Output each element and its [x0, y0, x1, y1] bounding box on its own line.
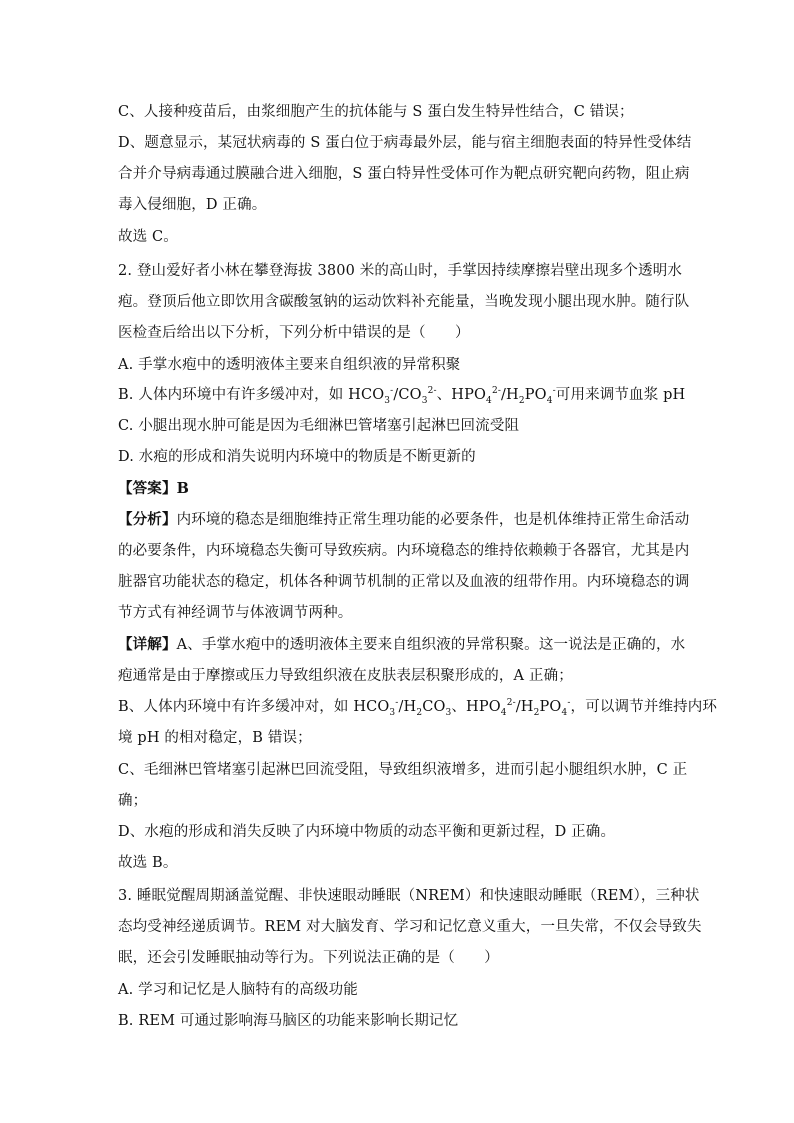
text-line: 合并介导病毒通过膜融合进入细胞，S 蛋白特异性受体可作为靶点研究靶向药物，阻止病 — [118, 166, 690, 182]
text-line: 毒入侵细胞，D 正确。 — [118, 197, 267, 213]
text-line: B. 人体内环境中有许多缓冲对，如 $HCO_3^-/CO_3^{2-}$、$HPO_4^{2-}/H_2PO_4^-$可用来调节血浆 pH — [118, 386, 686, 406]
text-line: 态均受神经递质调节。REM 对大脑发育、学习和记忆意义重大，一旦失常，不仅会导致失 — [118, 919, 702, 935]
text-line: A. 手掌水疱中的透明液体主要来自组织液的异常积聚 — [118, 357, 461, 373]
text-line: 故选 B。 — [118, 855, 178, 871]
text-line: 【详解】A、手掌水疱中的透明液体主要来自组织液的异常积聚。这一说法是正确的，水 — [118, 636, 686, 653]
text-line: B、人体内环境中有许多缓冲对，如 $HCO_3^-/H_2CO_3$、$HPO_4^{2-}/H_2PO_4^-$，可以调节并维持内环 — [118, 698, 718, 718]
text-line: 的必要条件，内环境稳态失衡可导致疾病。内环境稳态的维持依赖赖于各器官，尤其是内 — [118, 543, 690, 559]
section-label: 【分析】 — [118, 511, 177, 528]
text-line: D. 水疱的形成和消失说明内环境中的物质是不断更新的 — [118, 449, 476, 465]
text-line: 【分析】内环境的稳态是细胞维持正常生理功能的必要条件，也是机体维持正常生命活动 — [118, 511, 690, 528]
text-line: 2. 登山爱好者小林在攀登海拔 3800 米的高山时，手掌因持续摩擦岩壁出现多个透明水 — [118, 263, 683, 279]
text-line: A. 学习和记忆是人脑特有的高级功能 — [118, 982, 358, 998]
text-line: 疱。登顶后他立即饮用含碳酸氢钠的运动饮料补充能量，当晚发现小腿出现水肿。随行队 — [118, 294, 690, 310]
text-line: 境 pH 的相对稳定，B 错误； — [118, 730, 312, 746]
text-line: 眠，还会引发睡眠抽动等行为。下列说法正确的是（ ） — [118, 950, 499, 966]
text-line: 故选 C。 — [118, 229, 178, 245]
text-line: D、题意显示，某冠状病毒的 S 蛋白位于病毒最外层，能与宿主细胞表面的特异性受体结 — [118, 135, 692, 151]
text-line: B. REM 可通过影响海马脑区的功能来影响长期记忆 — [118, 1013, 459, 1029]
text-line: C、人接种疫苗后，由浆细胞产生的抗体能与 S 蛋白发生特异性结合，C 错误； — [118, 104, 634, 120]
text-line: 【答案】B — [118, 480, 190, 497]
text-line: 医检查后给出以下分析，下列分析中错误的是（ ） — [118, 325, 470, 341]
text-line: 节方式有神经调节与体液调节两种。 — [118, 605, 353, 621]
text-line: 3. 睡眠觉醒周期涵盖觉醒、非快速眼动睡眠（NREM）和快速眼动睡眠（REM），三种状 — [118, 888, 700, 904]
section-label: 【详解】 — [118, 636, 177, 653]
text-line: 疱通常是由于摩擦或压力导致组织液在皮肤表层积聚形成的，A 正确； — [118, 668, 573, 684]
text-line: 确； — [118, 793, 148, 809]
text-line: D、水疱的形成和消失反映了内环境中物质的动态平衡和更新过程，D 正确。 — [118, 824, 616, 840]
text-line: C、毛细淋巴管堵塞引起淋巴回流受阻，导致组织液增多，进而引起小腿组织水肿，C 正 — [118, 762, 688, 778]
text-line: C. 小腿出现水肿可能是因为毛细淋巴管堵塞引起淋巴回流受阻 — [118, 418, 520, 434]
text-line: 脏器官功能状态的稳定，机体各种调节机制的正常以及血液的纽带作用。内环境稳态的调 — [118, 574, 690, 590]
